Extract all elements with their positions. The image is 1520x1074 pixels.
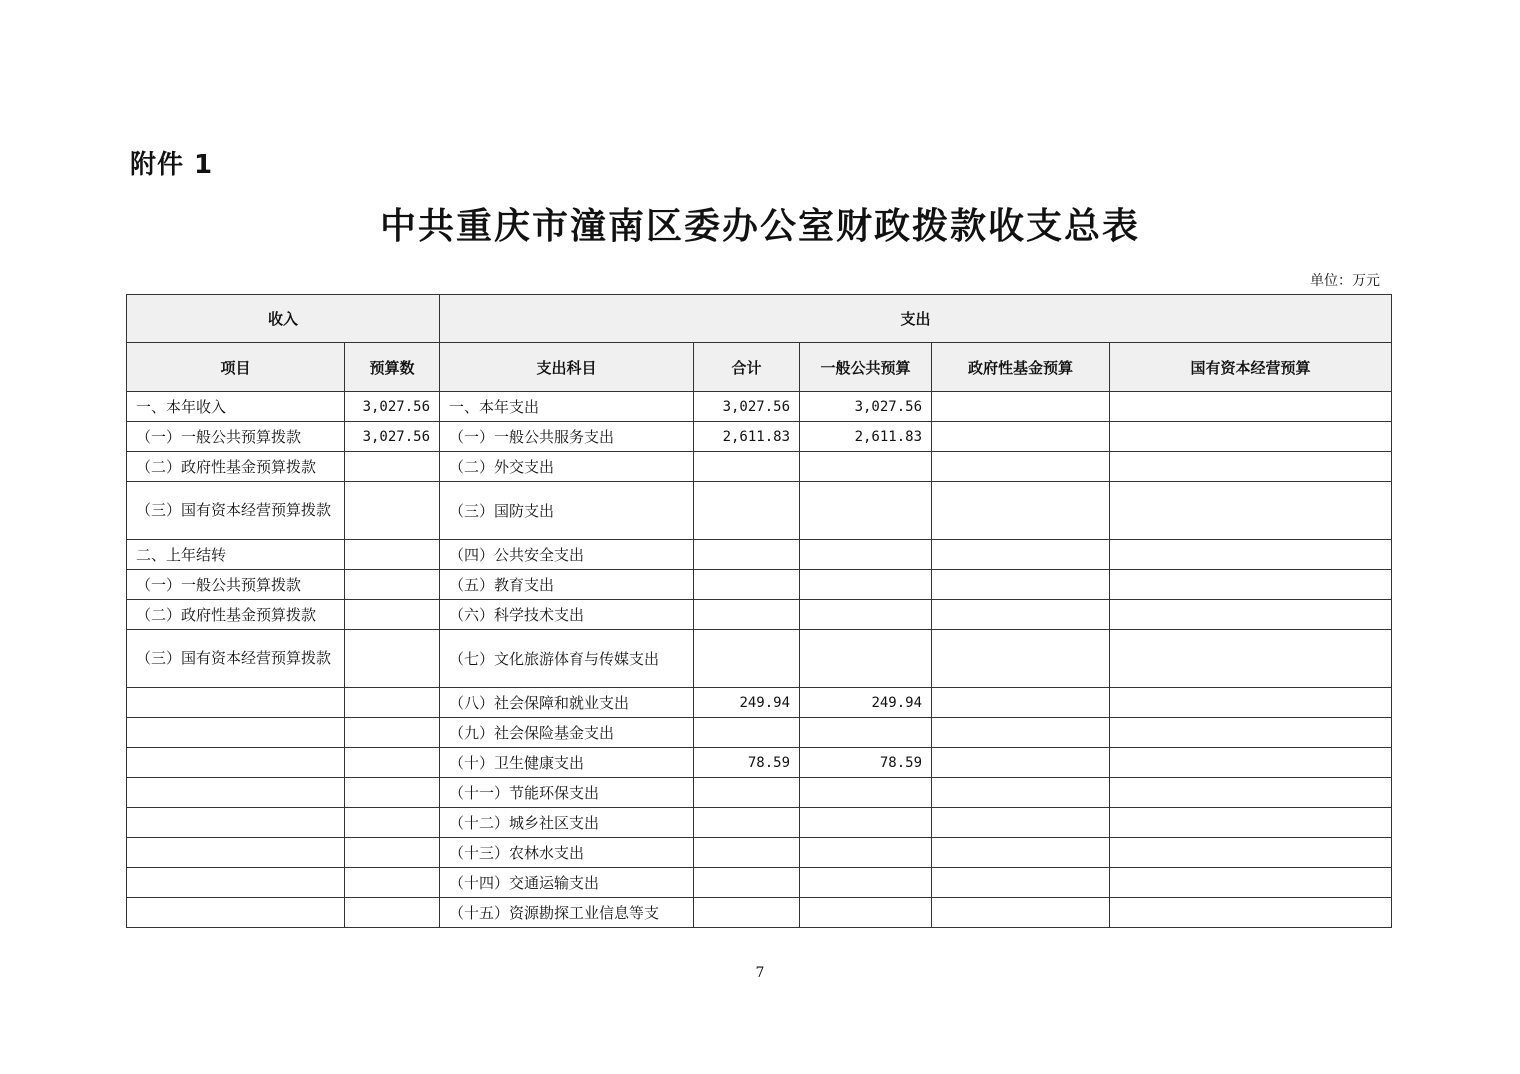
page-number: 7 xyxy=(755,965,765,981)
table-row xyxy=(127,452,1392,482)
income-item-cell: （三）国有资本经营预算拨款 xyxy=(127,630,345,688)
exp-gov-fund-cell xyxy=(932,540,1110,570)
table-row xyxy=(127,808,1392,838)
exp-total-cell xyxy=(694,540,800,570)
exp-subject-cell: （三）国防支出 xyxy=(440,482,694,540)
exp-gov-fund-cell xyxy=(932,630,1110,688)
exp-general-cell xyxy=(800,778,932,808)
exp-state-capital-cell xyxy=(1110,452,1392,482)
table-row xyxy=(127,392,1392,422)
budget-table xyxy=(126,294,1392,928)
exp-total-cell xyxy=(694,778,800,808)
income-budget-cell: 3,027.56 xyxy=(345,392,440,422)
exp-state-capital-cell xyxy=(1110,838,1392,868)
income-budget-cell xyxy=(345,868,440,898)
table-row xyxy=(127,482,1392,540)
table-row xyxy=(127,600,1392,630)
table-row xyxy=(127,540,1392,570)
income-budget-cell xyxy=(345,808,440,838)
income-item-cell: （一）一般公共预算拨款 xyxy=(127,570,345,600)
table-row xyxy=(127,718,1392,748)
exp-gov-fund-cell xyxy=(932,688,1110,718)
income-item-cell: （一）一般公共预算拨款 xyxy=(127,422,345,452)
exp-total-cell xyxy=(694,570,800,600)
exp-state-capital-cell xyxy=(1110,630,1392,688)
exp-subject-cell: （十）卫生健康支出 xyxy=(440,748,694,778)
col-header-general: 一般公共预算 xyxy=(800,343,932,392)
exp-gov-fund-cell xyxy=(932,452,1110,482)
exp-gov-fund-cell xyxy=(932,570,1110,600)
exp-total-cell: 3,027.56 xyxy=(694,392,800,422)
exp-subject-cell: 一、本年支出 xyxy=(440,392,694,422)
exp-general-cell xyxy=(800,838,932,868)
exp-gov-fund-cell xyxy=(932,392,1110,422)
exp-total-cell xyxy=(694,838,800,868)
header-row-columns xyxy=(127,343,1392,392)
exp-state-capital-cell xyxy=(1110,748,1392,778)
income-item-cell xyxy=(127,868,345,898)
exp-general-cell xyxy=(800,540,932,570)
exp-total-cell: 249.94 xyxy=(694,688,800,718)
exp-state-capital-cell xyxy=(1110,868,1392,898)
exp-general-cell xyxy=(800,898,932,928)
exp-gov-fund-cell xyxy=(932,718,1110,748)
income-item-cell xyxy=(127,808,345,838)
exp-subject-cell: （十五）资源勘探工业信息等支 xyxy=(440,898,694,928)
exp-subject-cell: （十一）节能环保支出 xyxy=(440,778,694,808)
income-budget-cell xyxy=(345,452,440,482)
exp-general-cell: 249.94 xyxy=(800,688,932,718)
exp-total-cell xyxy=(694,482,800,540)
attachment-label: 附件 1 xyxy=(130,150,214,180)
exp-subject-cell: （十三）农林水支出 xyxy=(440,838,694,868)
income-item-cell: 一、本年收入 xyxy=(127,392,345,422)
income-item-cell xyxy=(127,718,345,748)
exp-general-cell: 2,611.83 xyxy=(800,422,932,452)
exp-total-cell xyxy=(694,718,800,748)
col-header-item: 项目 xyxy=(127,343,345,392)
exp-subject-cell: （四）公共安全支出 xyxy=(440,540,694,570)
exp-gov-fund-cell xyxy=(932,838,1110,868)
income-budget-cell xyxy=(345,630,440,688)
income-budget-cell xyxy=(345,688,440,718)
exp-general-cell xyxy=(800,630,932,688)
table-row xyxy=(127,422,1392,452)
exp-general-cell: 78.59 xyxy=(800,748,932,778)
exp-total-cell xyxy=(694,868,800,898)
income-budget-cell xyxy=(345,778,440,808)
exp-general-cell xyxy=(800,600,932,630)
exp-general-cell xyxy=(800,482,932,540)
exp-total-cell xyxy=(694,452,800,482)
income-budget-cell xyxy=(345,482,440,540)
table-row xyxy=(127,868,1392,898)
exp-state-capital-cell xyxy=(1110,540,1392,570)
exp-gov-fund-cell xyxy=(932,482,1110,540)
table-row xyxy=(127,570,1392,600)
col-header-gov-fund: 政府性基金预算 xyxy=(932,343,1110,392)
exp-gov-fund-cell xyxy=(932,748,1110,778)
income-item-cell xyxy=(127,778,345,808)
income-item-cell xyxy=(127,748,345,778)
exp-state-capital-cell xyxy=(1110,482,1392,540)
exp-general-cell xyxy=(800,570,932,600)
exp-total-cell: 78.59 xyxy=(694,748,800,778)
unit-label: 单位：万元 xyxy=(1310,273,1380,289)
header-row-groups xyxy=(127,295,1392,343)
expenditure-header: 支出 xyxy=(440,295,1392,343)
exp-total-cell xyxy=(694,808,800,838)
exp-state-capital-cell xyxy=(1110,422,1392,452)
exp-gov-fund-cell xyxy=(932,600,1110,630)
exp-subject-cell: （六）科学技术支出 xyxy=(440,600,694,630)
exp-subject-cell: （五）教育支出 xyxy=(440,570,694,600)
exp-subject-cell: （九）社会保险基金支出 xyxy=(440,718,694,748)
table-row xyxy=(127,630,1392,688)
exp-general-cell xyxy=(800,868,932,898)
exp-total-cell xyxy=(694,600,800,630)
exp-state-capital-cell xyxy=(1110,718,1392,748)
exp-total-cell xyxy=(694,898,800,928)
exp-total-cell xyxy=(694,630,800,688)
table-row xyxy=(127,778,1392,808)
exp-gov-fund-cell xyxy=(932,422,1110,452)
income-item-cell xyxy=(127,688,345,718)
exp-gov-fund-cell xyxy=(932,898,1110,928)
income-budget-cell xyxy=(345,718,440,748)
exp-subject-cell: （二）外交支出 xyxy=(440,452,694,482)
income-item-cell: 二、上年结转 xyxy=(127,540,345,570)
income-item-cell: （二）政府性基金预算拨款 xyxy=(127,600,345,630)
col-header-exp-subject: 支出科目 xyxy=(440,343,694,392)
exp-general-cell xyxy=(800,808,932,838)
exp-gov-fund-cell xyxy=(932,778,1110,808)
exp-subject-cell: （一）一般公共服务支出 xyxy=(440,422,694,452)
income-budget-cell xyxy=(345,838,440,868)
col-header-total: 合计 xyxy=(694,343,800,392)
exp-state-capital-cell xyxy=(1110,570,1392,600)
income-budget-cell xyxy=(345,898,440,928)
exp-state-capital-cell xyxy=(1110,392,1392,422)
exp-general-cell: 3,027.56 xyxy=(800,392,932,422)
exp-subject-cell: （七）文化旅游体育与传媒支出 xyxy=(440,630,694,688)
income-budget-cell: 3,027.56 xyxy=(345,422,440,452)
income-budget-cell xyxy=(345,570,440,600)
table-row xyxy=(127,748,1392,778)
income-item-cell: （三）国有资本经营预算拨款 xyxy=(127,482,345,540)
exp-subject-cell: （八）社会保障和就业支出 xyxy=(440,688,694,718)
exp-subject-cell: （十二）城乡社区支出 xyxy=(440,808,694,838)
col-header-state-capital: 国有资本经营预算 xyxy=(1110,343,1392,392)
exp-state-capital-cell xyxy=(1110,808,1392,838)
exp-total-cell: 2,611.83 xyxy=(694,422,800,452)
exp-general-cell xyxy=(800,452,932,482)
income-budget-cell xyxy=(345,600,440,630)
table-row xyxy=(127,688,1392,718)
exp-state-capital-cell xyxy=(1110,898,1392,928)
income-header: 收入 xyxy=(127,295,440,343)
exp-state-capital-cell xyxy=(1110,688,1392,718)
income-budget-cell xyxy=(345,748,440,778)
exp-subject-cell: （十四）交通运输支出 xyxy=(440,868,694,898)
income-budget-cell xyxy=(345,540,440,570)
exp-gov-fund-cell xyxy=(932,808,1110,838)
exp-state-capital-cell xyxy=(1110,600,1392,630)
income-item-cell: （二）政府性基金预算拨款 xyxy=(127,452,345,482)
table-row xyxy=(127,838,1392,868)
exp-gov-fund-cell xyxy=(932,868,1110,898)
exp-state-capital-cell xyxy=(1110,778,1392,808)
income-item-cell xyxy=(127,838,345,868)
table-row xyxy=(127,898,1392,928)
col-header-budget: 预算数 xyxy=(345,343,440,392)
page-title: 中共重庆市潼南区委办公室财政拨款收支总表 xyxy=(379,205,1140,247)
income-item-cell xyxy=(127,898,345,928)
exp-general-cell xyxy=(800,718,932,748)
